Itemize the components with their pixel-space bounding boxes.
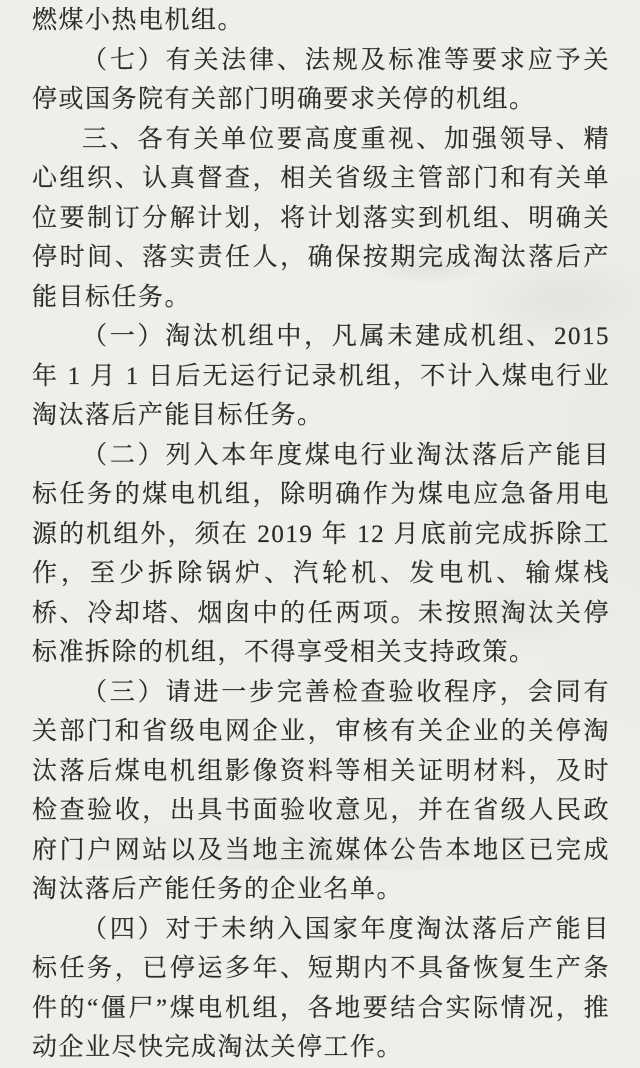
paragraph-item-1: （一）淘汰机组中，凡属未建成机组、2015 年 1 月 1 日后无运行记录机组，不计入煤电行业淘汰落后产能目标任务。 xyxy=(32,323,610,429)
paragraph-item-4: （四）对于未纳入国家年度淘汰落后产能目标任务，已停运多年、短期内不具备恢复生产条件的“僵尸”煤电机组，各地要结合实际情况，推动企业尽快完成淘汰关停工作。 xyxy=(32,915,610,1061)
paragraph-section-3-intro: 三、各有关单位要高度重视、加强领导、精心组织、认真督查，相关省级主管部门和有关单位要制订分解计划，将计划落实到机组、明确关停时间、落实责任人，确保按期完成淘汰落后产能目标任务。 xyxy=(32,125,610,311)
paragraph-item-3: （三）请进一步完善检查验收程序，会同有关部门和省级电网企业，审核有关企业的关停淘汰落后煤电机组影像资料等相关证明材料，及时检查验收，出具书面验收意见，并在省级人民政府门户网站以及当地主流媒体公告本地区已完成淘汰落后产能任务的企业名单。 xyxy=(32,678,610,903)
paragraph-item-7: （七）有关法律、法规及标准等要求应予关停或国务院有关部门明确要求关停的机组。 xyxy=(32,46,610,113)
paragraph-item-2: （二）列入本年度煤电行业淘汰落后产能目标任务的煤电机组，除明确作为煤电应急备用电源的机组外，须在 2019 年 12 月底前完成拆除工作，至少拆除锅炉、汽轮机、发电机、输煤栈桥、冷却塔、烟囱中的任两项。未按照淘汰关停标准拆除的机组，不得享受相关支持政策。 xyxy=(32,441,610,666)
paragraph-continuation: 燃煤小热电机组。 xyxy=(32,7,245,34)
